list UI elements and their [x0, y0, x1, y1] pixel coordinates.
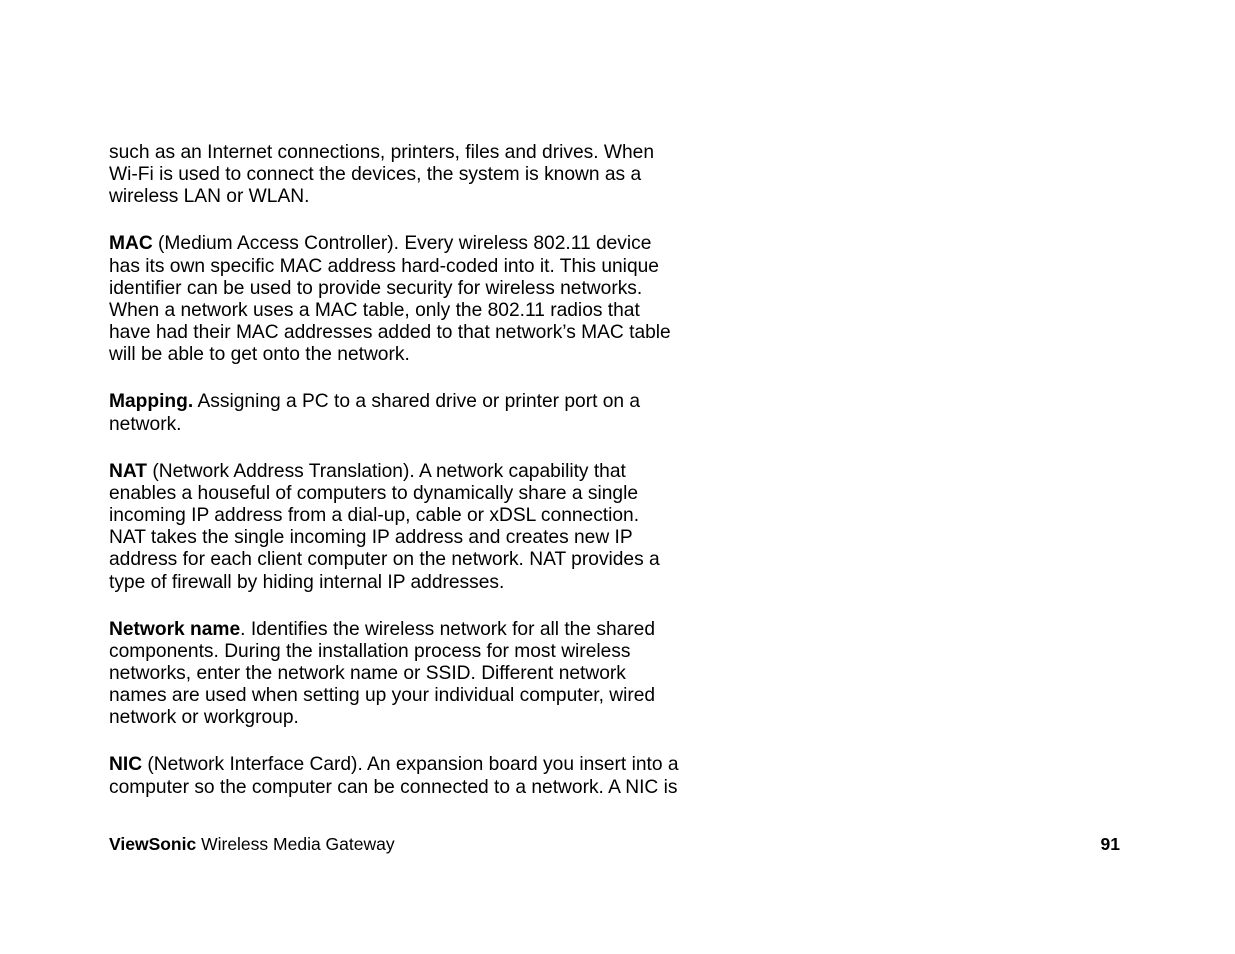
glossary-definition: type of firewall by hiding internal IP addresses. [109, 571, 505, 593]
glossary-definition: components. During the installation process for most wireless [109, 640, 631, 662]
glossary-term: MAC [109, 233, 153, 255]
glossary-definition: networks, enter the network name or SSID. Different network [109, 663, 626, 685]
glossary-entry-mapping [109, 391, 709, 435]
glossary-term: NAT [109, 460, 148, 482]
glossary-definition: When a network uses a MAC table, only the 802.11 radios that [109, 300, 640, 322]
glossary-definition: . Identifies the wireless network for all the shared [240, 618, 656, 640]
page-footer [109, 833, 395, 855]
glossary-definition: (Network Address Translation). A network capability that [147, 460, 626, 482]
glossary-definition: NAT takes the single incoming IP address and creates new IP [109, 527, 633, 549]
glossary-definition: names are used when setting up your individual computer, wired [109, 685, 656, 707]
glossary-definition: network or workgroup. [109, 707, 299, 729]
paragraph-text: wireless LAN or WLAN. [109, 186, 310, 208]
paragraph-text: Wi-Fi is used to connect the devices, the system is known as a [109, 164, 642, 186]
glossary-entry-nic [109, 754, 709, 798]
glossary-entry-nat [109, 461, 709, 594]
glossary-definition: Assigning a PC to a shared drive or printer port on a [193, 391, 641, 413]
glossary-definition: computer so the computer can be connected to a network. A NIC is [109, 776, 678, 798]
glossary-definition: identifier can be used to provide security for wireless networks. [109, 277, 643, 299]
glossary-definition: network. [109, 413, 182, 435]
paragraph-text: such as an Internet connections, printers, files and drives. When [109, 142, 654, 163]
glossary-definition: will be able to get onto the network. [109, 344, 410, 366]
glossary-entry-mac [109, 233, 709, 366]
glossary-term: Mapping. [109, 391, 194, 413]
glossary-definition: incoming IP address from a dial-up, cable or xDSL connection. [109, 505, 640, 527]
glossary-definition: has its own specific MAC address hard-coded into it. This unique [109, 255, 659, 277]
glossary-paragraph-continuation [109, 142, 709, 209]
glossary-body [109, 142, 709, 799]
glossary-definition: (Medium Access Controller). Every wireless 802.11 device [152, 233, 652, 255]
page-number: 91 [1100, 834, 1120, 854]
glossary-definition: (Network Interface Card). An expansion board you insert into a [142, 754, 679, 776]
glossary-entry-network-name [109, 619, 709, 730]
footer-product: Wireless Media Gateway [196, 834, 395, 854]
glossary-definition: have had their MAC addresses added to that network’s MAC table [109, 322, 671, 344]
glossary-term: NIC [109, 754, 143, 776]
glossary-definition: enables a houseful of computers to dynamically share a single [109, 482, 639, 504]
glossary-definition: address for each client computer on the network. NAT provides a [109, 549, 660, 571]
glossary-term: Network name [109, 618, 241, 640]
footer-brand: ViewSonic [109, 834, 197, 854]
